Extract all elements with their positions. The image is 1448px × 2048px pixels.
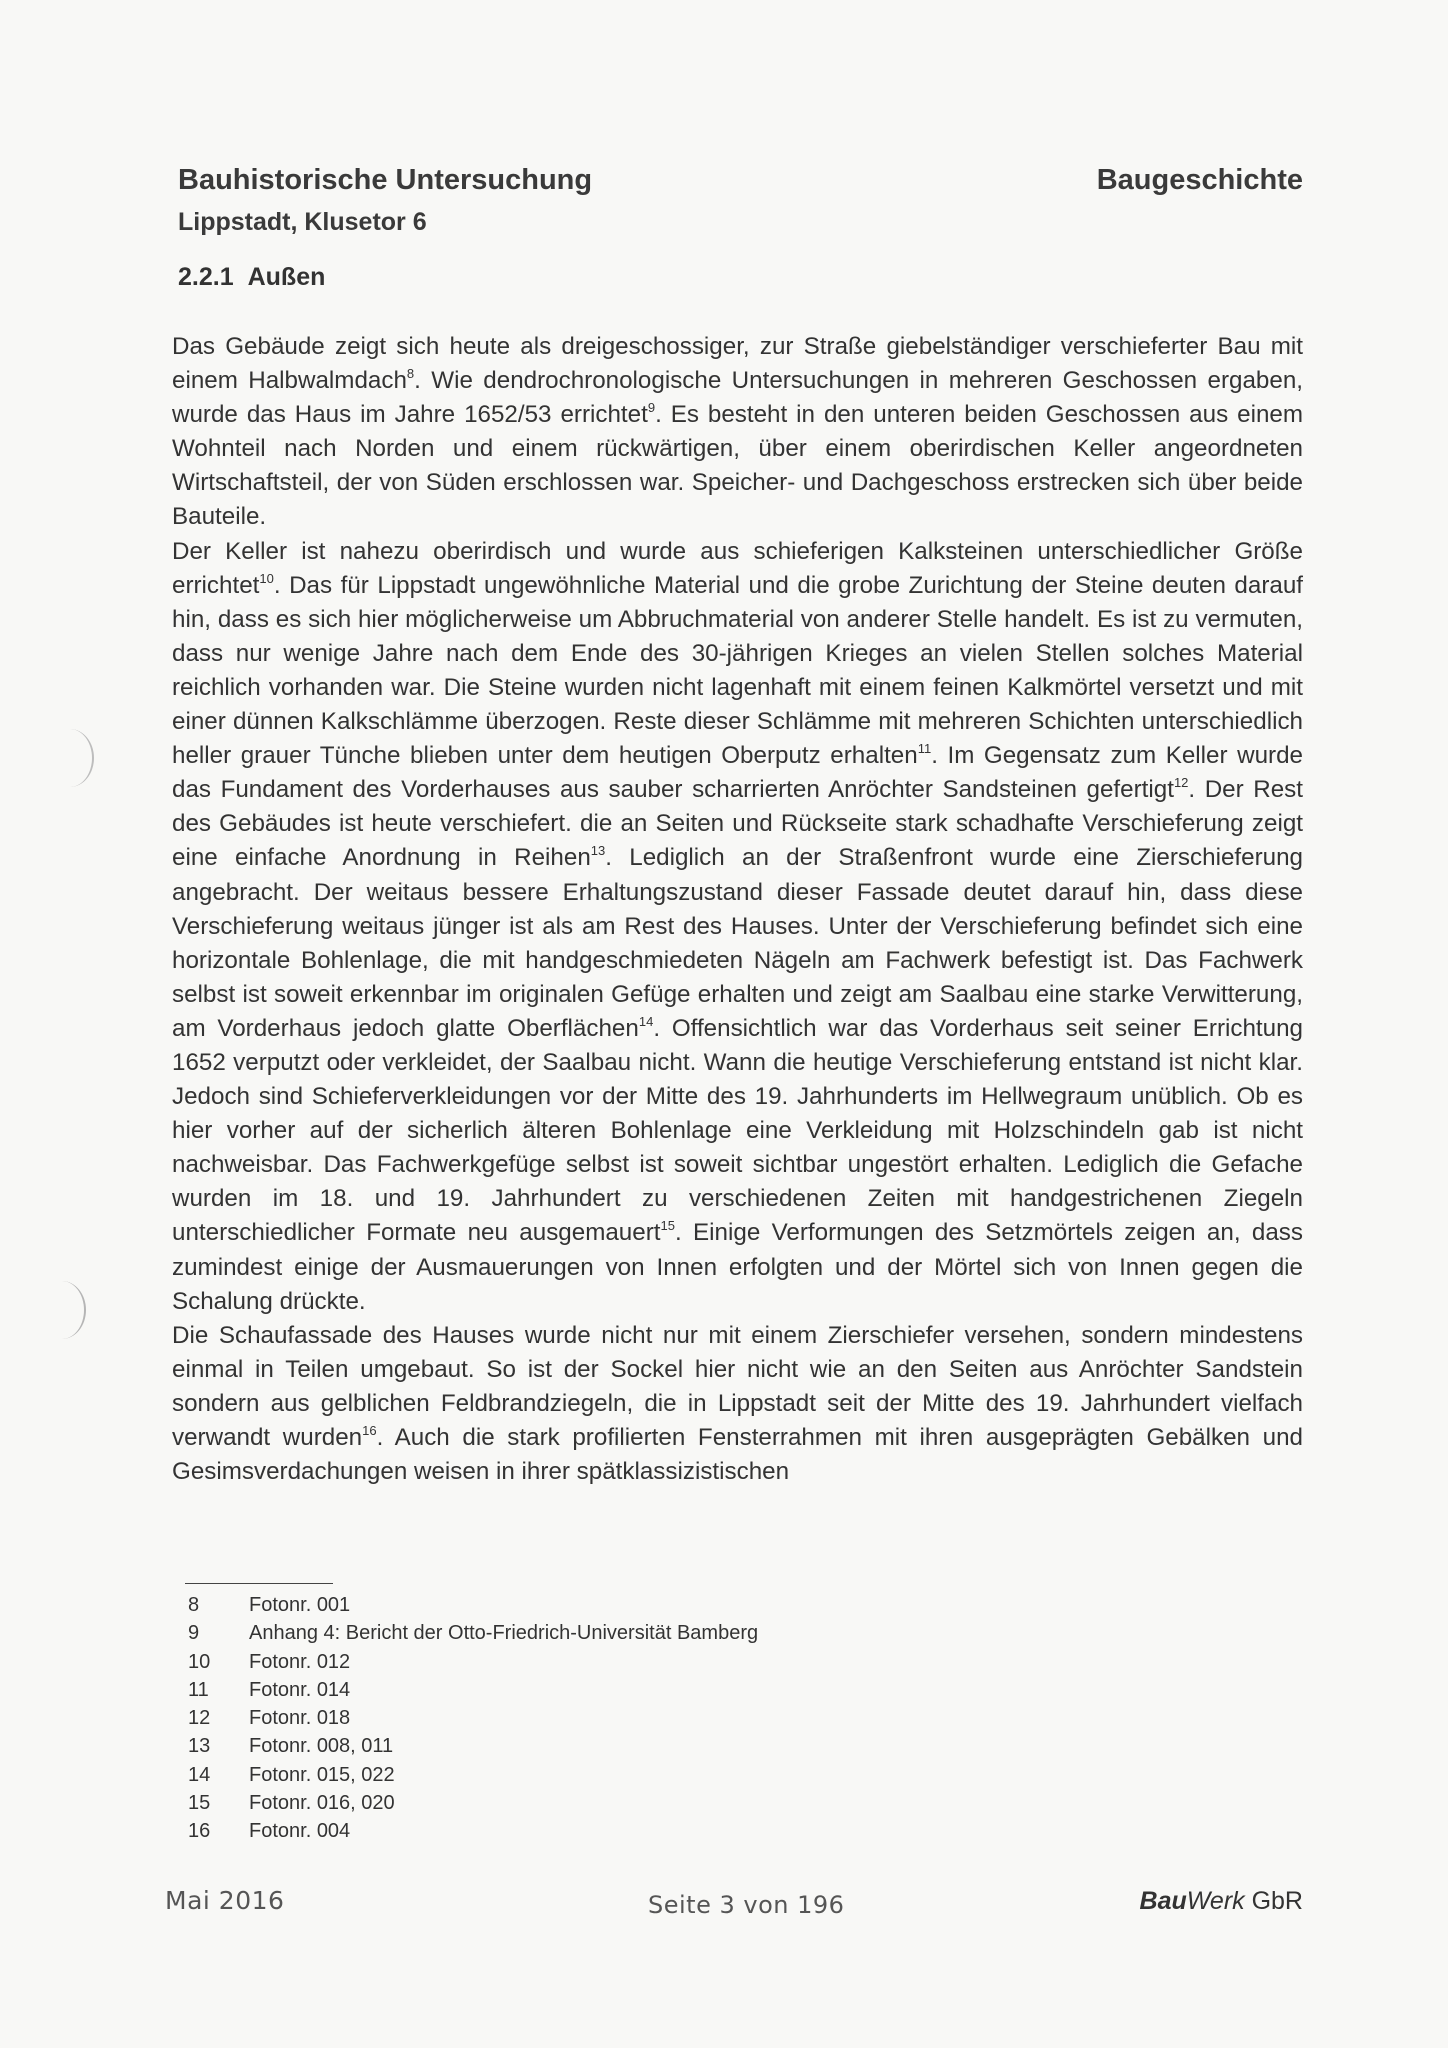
text-run: . Offensichtlich war das Vorderhaus seit seiner Errichtung 1652 verputzt oder verkleidet, der Saalbau nicht. Wann die heutige Verschieferung entstand ist nicht klar. Jedoch sind Schieferverkleidungen vor der Mitte des 19. Jahrhunderts im Hellwegraum unüblich. Ob es hier vorher auf der sicherlich älteren Bohlenlage eine Verkleidung mit Holzschindeln gab ist nicht nachweisbar. Das Fachwerkgefüge selbst ist soweit sichtbar ungestört erhalten. Lediglich die Gefache wurden im 18. und 19. Jahrhundert zu verschiedenen Zeiten mit handgestrichenen Ziegeln unterschiedlicher Formate neu ausgemauert — [172, 1014, 1304, 1247]
footnote — [188, 1732, 758, 1760]
text-run: . Wie dendrochronologische Untersuchungen in mehreren Geschossen ergaben, wurde das Haus im Jahre 1652/53 errichtet — [172, 367, 1303, 429]
footnote-number: 8 — [188, 1594, 200, 1616]
footnote — [188, 1676, 758, 1704]
brand-italic: Werk — [1186, 1887, 1245, 1915]
footnote-text: Fotonr. 008, 011 — [249, 1735, 394, 1758]
footnote-text: Fotonr. 015, 022 — [249, 1763, 395, 1786]
footnote-number: 15 — [188, 1792, 211, 1815]
footnote-reference: 9 — [647, 400, 656, 416]
footnote-reference: 14 — [638, 1013, 654, 1029]
footnote-number: 9 — [188, 1622, 200, 1645]
footnote — [188, 1817, 758, 1845]
footnote — [188, 1761, 758, 1789]
footnote-text: Fotonr. 016, 020 — [249, 1792, 395, 1815]
brand-suffix: GbR — [1244, 1887, 1303, 1915]
footnote-reference: 16 — [362, 1423, 377, 1438]
paragraph — [172, 330, 1303, 535]
text-run: . Auch die stark profilierten Fensterrahmen mit ihren ausgeprägten Gebälken und Gesimsverdachungen weisen in ihrer spätklassizistischen — [172, 1424, 1303, 1486]
footnote-number: 11 — [188, 1678, 209, 1701]
footer-date: Mai 2016 — [165, 1886, 285, 1915]
text-run: Der Keller ist nahezu oberirdisch und wurde aus schieferigen Kalksteinen unterschiedlicher Größe errichtet — [172, 537, 1303, 599]
footnote-separator — [185, 1583, 333, 1584]
footnotes — [188, 1591, 758, 1846]
footnote — [188, 1789, 758, 1817]
footnote-text: Fotonr. 018 — [249, 1707, 351, 1730]
text-run: . Einige Verformungen des Setzmörtels zeigen an, dass zumindest einige der Ausmauerungen von Innen erfolgten und der Mörtel sich von Innen gegen die Schalung drückte. — [172, 1219, 1303, 1315]
footnote-number: 13 — [188, 1735, 211, 1758]
footnote — [188, 1704, 758, 1732]
footnote — [188, 1619, 758, 1647]
section-title: Außen — [247, 263, 326, 291]
footnote-reference: 12 — [1173, 775, 1189, 791]
footnote-number: 12 — [188, 1707, 211, 1730]
text-run: Die Schaufassade des Hauses wurde nicht nur mit einem Zierschiefer versehen, sondern mindestens einmal in Teilen umgebaut. So ist der Sockel hier nicht wie an den Seiten aus Anröchter Sandstein sondern aus gelblichen Feldbrandziegeln, die in Lippstadt seit der Mitte des 19. Jahrhundert vielfach verwandt wurden — [172, 1321, 1303, 1451]
footnote-number: 16 — [188, 1820, 211, 1843]
text-run: Das Gebäude zeigt sich heute als dreigeschossiger, zur Straße giebelständiger verschieferter Bau mit einem Halbwalmdach — [172, 333, 1303, 395]
punch-hole-mark — [38, 1281, 86, 1339]
footnote-text: Fotonr. 004 — [249, 1820, 351, 1843]
header-left — [178, 162, 592, 240]
body-text — [172, 330, 1303, 1489]
brand-bold: Bau — [1139, 1887, 1187, 1915]
footer-page-number: Seite 3 von 196 — [648, 1891, 845, 1919]
footnote-reference: 15 — [660, 1218, 675, 1234]
text-run: . Der Rest des Gebäudes ist heute verschiefert. die an Seiten und Rückseite stark schadhafte Verschieferung zeigt eine einfache Anordnung in Reihen — [172, 776, 1304, 872]
footnote-text: Fotonr. 014 — [249, 1678, 351, 1701]
footnote-number: 14 — [188, 1763, 211, 1786]
punch-hole-mark — [46, 729, 94, 787]
text-run: . Im Gegensatz zum Keller wurde das Fundament des Vorderhauses aus sauber scharrierten Anröchter Sandsteinen gefertigt — [172, 742, 1303, 804]
text-run: . Lediglich an der Straßenfront wurde eine Zierschieferung angebracht. Der weitaus bessere Erhaltungszustand dieser Fassade deutet darauf hin, dass diese Verschieferung weitaus jünger ist als am Rest des Hauses. Unter der Verschieferung befindet sich eine horizontale Bohlenlage, die mit handgeschmiedeten Nägeln am Fachwerk befestigt ist. Das Fachwerk selbst ist soweit erkennbar im originalen Gefüge erhalten und zeigt am Saalbau eine starke Verwitterung, am Vorderhaus jedoch glatte Oberflächen — [172, 844, 1303, 1042]
text-run: . Es besteht in den unteren beiden Geschossen aus einem Wohnteil nach Norden und einem rückwärtigen, über einem oberirdischen Keller angeordneten Wirtschaftsteil, der von Süden erschlossen war. Speicher- und Dachgeschoss erstrecken sich über beide Bauteile. — [172, 401, 1303, 531]
footnote — [188, 1648, 758, 1676]
footnote-text: Fotonr. 001 — [249, 1594, 351, 1616]
paragraph — [172, 535, 1303, 1319]
section-number: 2.2.1 — [178, 263, 234, 291]
document-title: Bauhistorische Untersuchung — [178, 164, 593, 196]
footnote-reference: 11 — [917, 741, 932, 757]
section-heading — [178, 263, 325, 292]
footer-brand-logo — [1140, 1886, 1303, 1916]
chapter-title: Baugeschichte — [1096, 164, 1303, 196]
footnote-text: Fotonr. 012 — [249, 1650, 351, 1673]
footnote-number: 10 — [188, 1650, 211, 1673]
paragraph — [172, 1319, 1303, 1489]
footnote-reference: 13 — [590, 843, 606, 859]
footnote — [188, 1591, 758, 1619]
footnote-reference: 10 — [259, 570, 274, 586]
footnote-text: Anhang 4: Bericht der Otto-Friedrich-Universität Bamberg — [249, 1622, 759, 1645]
footnote-reference: 8 — [406, 366, 415, 382]
document-subtitle: Lippstadt, Klusetor 6 — [178, 208, 427, 236]
text-run: . Das für Lippstadt ungewöhnliche Material und die grobe Zurichtung der Steine deuten darauf hin, dass es sich hier möglicherweise um Abbruchmaterial von anderer Stelle handelt. Es ist zu vermuten, dass nur wenige Jahre nach dem Ende des 30-jährigen Krieges an vielen Stellen solches Material reichlich vorhanden war. Die Steine wurden nicht lagenhaft mit einem feinen Kalkmörtel versetzt und mit einer dünnen Kalkschlämme überzogen. Reste dieser Schlämme mit mehreren Schichten unterschiedlich heller grauer Tünche blieben unter dem heutigen Oberputz erhalten — [172, 571, 1303, 770]
